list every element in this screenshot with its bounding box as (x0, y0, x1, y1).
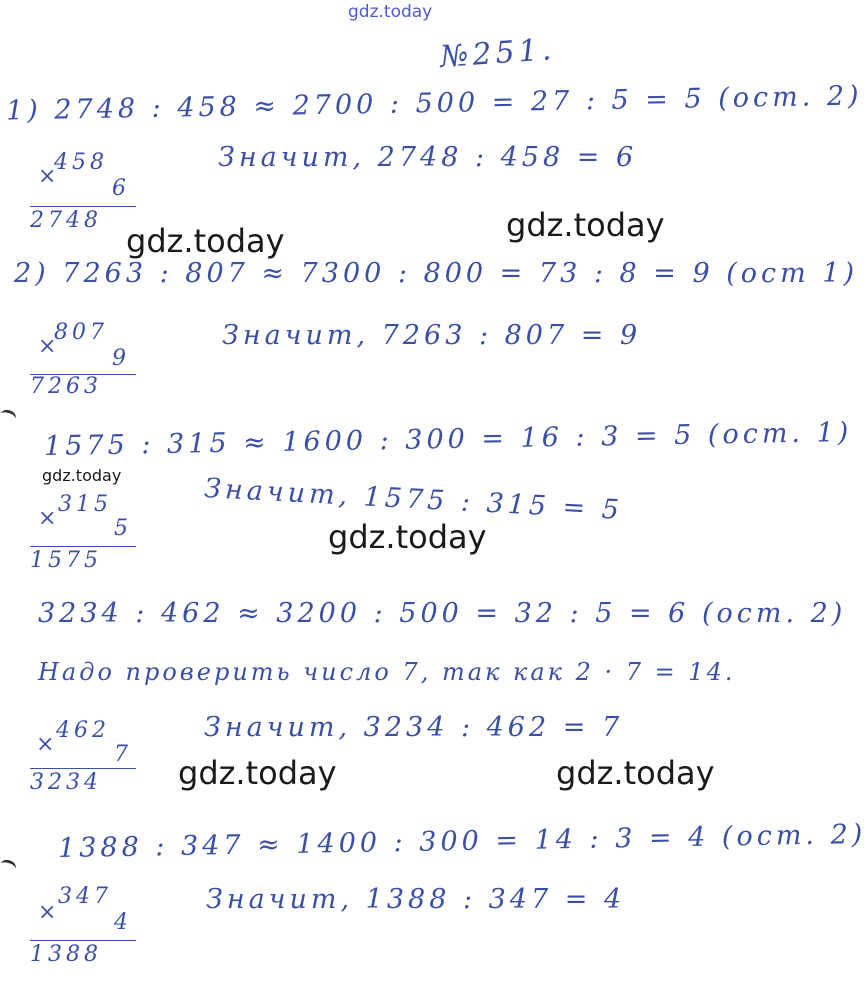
check-multiplier: 5 (114, 516, 132, 541)
solution-line-3: 1575 : 315 ≈ 1600 : 300 = 16 : 3 = 5 (ост. 1) (43, 416, 853, 463)
check-multiplicand: 347 (58, 884, 112, 909)
check-multiplier: 7 (114, 742, 132, 767)
multiply-sign: × (38, 334, 61, 359)
check-multiplicand: 315 (58, 492, 112, 517)
solution-line-2: 2) 7263 : 807 ≈ 7300 : 800 = 73 : 8 = 9 (ост 1) (14, 258, 859, 289)
problem-number: №251. (438, 32, 557, 75)
watermark: gdz.today (126, 222, 285, 260)
watermark: gdz.today (506, 206, 665, 244)
multiply-sign: × (38, 900, 61, 925)
solution-line-5: 1388 : 347 ≈ 1400 : 300 = 14 : 3 = 4 (ост. 2) (57, 818, 867, 865)
check-multiplier: 9 (112, 346, 130, 371)
check-product: 1388 (30, 942, 102, 967)
check-multiplicand: 458 (54, 150, 108, 175)
margin-mark (0, 408, 18, 425)
solution-line-4: 3234 : 462 ≈ 3200 : 500 = 32 : 5 = 6 (ост. 2) (38, 598, 847, 629)
solution-line-1: 1) 2748 : 458 ≈ 2700 : 500 = 27 : 5 = 5 (ост. 2) (5, 80, 863, 127)
check-multiplier: 6 (112, 176, 130, 201)
watermark: gdz.today (178, 754, 337, 792)
watermark: gdz.today (42, 466, 122, 485)
check-rule (30, 768, 136, 769)
watermark: gdz.today (556, 754, 715, 792)
conclusion-line-1: Значит, 2748 : 458 = 6 (218, 142, 638, 173)
conclusion-line-2: Значит, 7263 : 807 = 9 (222, 320, 642, 351)
check-multiplicand: 462 (56, 718, 110, 743)
check-rule (30, 546, 136, 547)
multiply-sign: × (38, 164, 61, 189)
conclusion-line-4: Значит, 3234 : 462 = 7 (204, 712, 624, 743)
check-product: 3234 (30, 770, 102, 795)
margin-mark (0, 858, 18, 875)
multiplication-check-3 (30, 492, 140, 582)
check-product: 2748 (30, 208, 102, 233)
conclusion-line-5: Значит, 1388 : 347 = 4 (206, 884, 626, 915)
conclusion-line-3: Значит, 1575 : 315 = 5 (203, 473, 624, 526)
multiplication-check-1 (30, 150, 140, 240)
note-line: Надо проверить число 7, так как 2 · 7 = 14. (38, 658, 736, 686)
watermark-top: gdz.today (348, 2, 433, 22)
multiplication-check-2 (30, 320, 140, 410)
check-multiplier: 4 (114, 910, 132, 935)
check-rule (30, 206, 136, 207)
multiply-sign: × (36, 732, 59, 757)
check-product: 7263 (30, 374, 102, 399)
check-rule (30, 940, 136, 941)
watermark: gdz.today (328, 518, 487, 556)
multiplication-check-5 (30, 884, 140, 979)
check-product: 1575 (30, 548, 102, 573)
multiplication-check-4 (30, 718, 140, 808)
multiply-sign: × (38, 506, 61, 531)
check-multiplicand: 807 (54, 320, 108, 345)
